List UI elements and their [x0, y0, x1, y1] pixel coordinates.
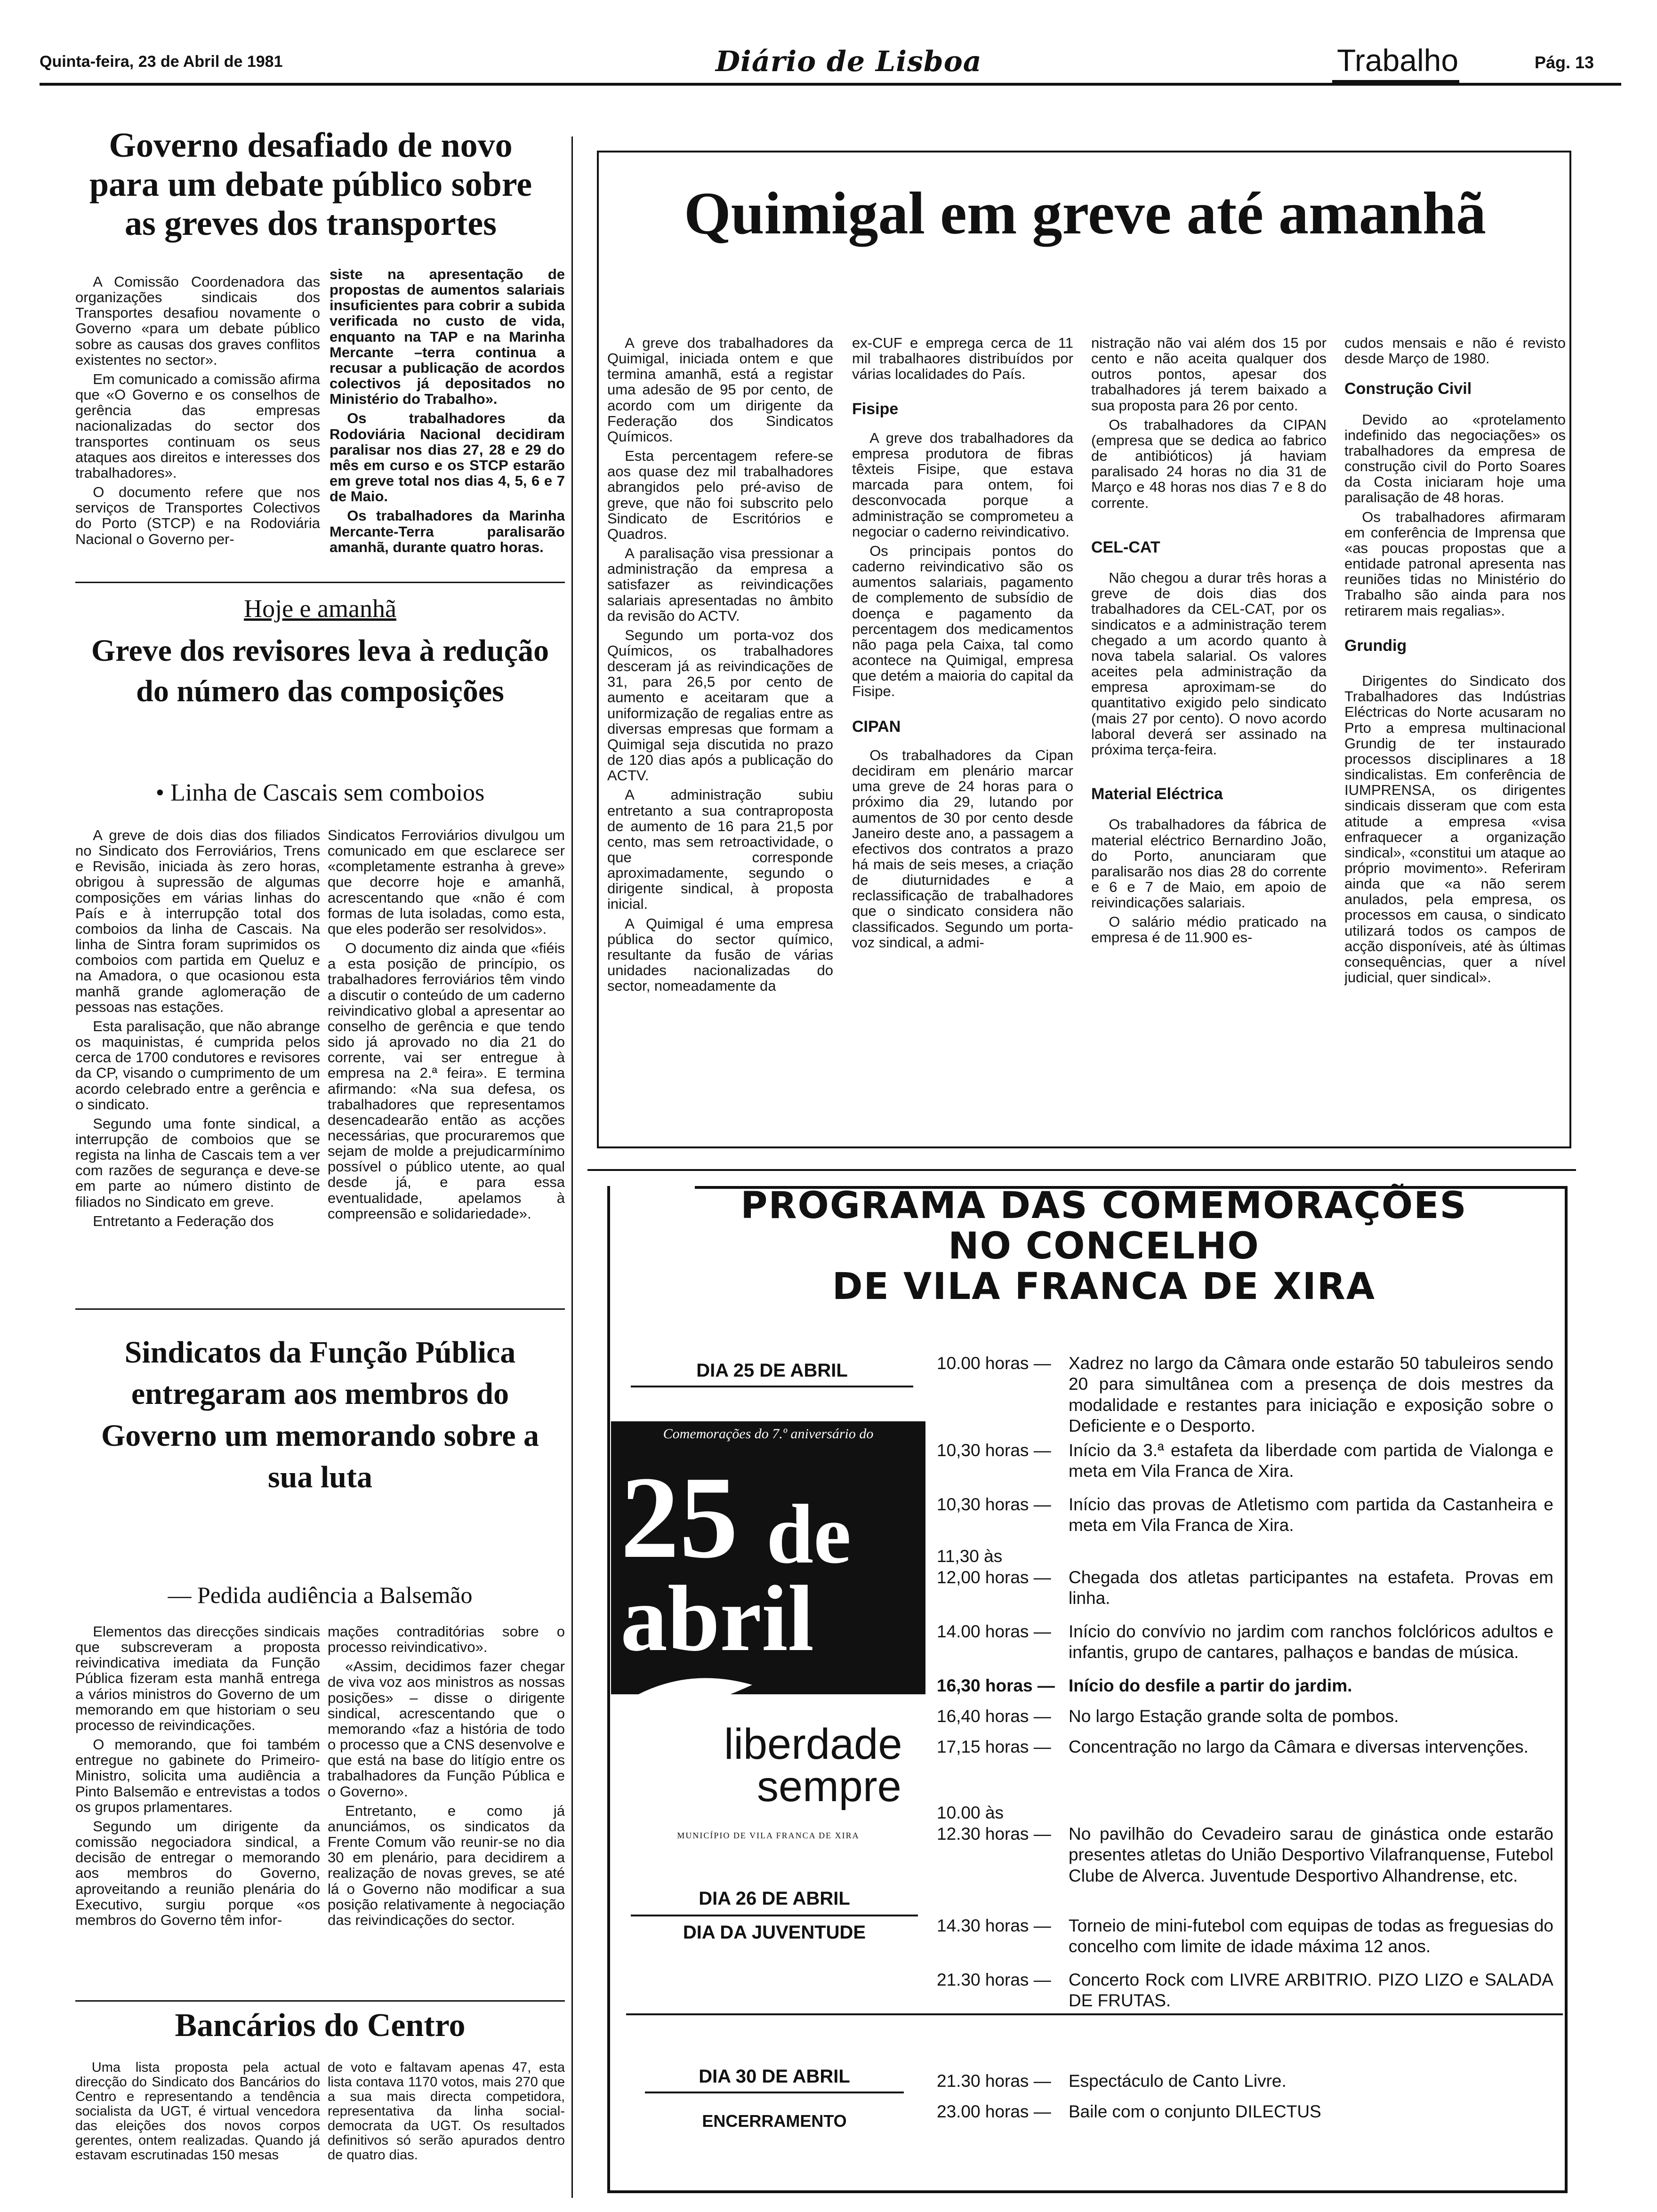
paragraph: Em comunicado a comissão afirma que «O Governo e os conselhos de gerência das empresas nacionalizadas do sector dos transportes continuam os seus ataques aos direitos e interesses dos trabalhadores». — [75, 370, 320, 481]
divider — [75, 2000, 565, 2002]
header-date: Quinta-feira, 23 de Abril de 1981 — [40, 53, 283, 71]
paragraph: Segundo um dirigente da comissão negociadora sindical, a decisão de entregar o memorando aos membros do Governo, aproveitando a reunião plenária do Executivo, surgiu porque «os membros do Governo têm infor- — [75, 1818, 320, 1928]
paragraph: Esta percentagem refere-se aos quase dez mil trabalhadores abrangidos pelo pré-aviso de greve, que não foi subscrito pelo Sindicato de Escritórios e Quadros. — [607, 448, 833, 542]
bancarios-col-1 — [75, 2060, 320, 2202]
paragraph: Sindicatos Ferroviários divulgou um comunicado em que esclarece ser «completamente estranha à greve» que decorre hoje e amanhã, acrescentando que «não é com formas de luta isoladas, como esta, que eles poderão ser resolvidos». — [328, 827, 565, 937]
subhead-construcao-civil: Construção Civil — [1344, 380, 1472, 398]
program-event-desc: No pavilhão do Cevadeiro sarau de ginástica onde estarão presentes atletas do União Desportivo Vilafranquense, Futebol Clube de Alverca. Juventude Desportivo Alhandrense, etc. — [1069, 1824, 1553, 1885]
quimigal-col-3 — [1091, 335, 1327, 1145]
poster-big-de: de — [766, 1487, 851, 1581]
program-event-desc: Início do convívio no jardim com ranchos folclóricos adultos e infantis, grupo de cantares, palhaços e bandas de música. — [1069, 1622, 1553, 1662]
paragraph: de voto e faltavam apenas 47, esta lista contava 1170 votos, mais 270 que a sua mais directa competidora, representativa da linha social-democrata da UGT. Os resultados definitivos só serão apurados dentro de quatro dias. — [328, 2060, 565, 2163]
paragraph: Os principais pontos do caderno reivindicativo são os aumentos salariais, pagamento de complemento de subsídio de doença e pagamento da percentagem dos medicamentos não paga pela Caixa, tal como acontece na Quimigal, empresa que detém a maioria do capital da Fisipe. — [852, 542, 1073, 700]
program-event-desc: No largo Estação grande solta de pombos. — [1069, 1707, 1399, 1726]
paragraph: Elementos das direcções sindicais que subscreveram a proposta reivindicativa imediata da Função Pública fizeram esta manhã entrega a vários ministros do Governo de um memorando em que historiam o seu processo de reivindicações. — [75, 1624, 320, 1733]
paragraph: Devido ao «protelamento indefinido das negociações» os trabalhadores da empresa de construção civil do Porto Soares da Costa iniciaram hoje uma paralisação de 48 horas. — [1344, 411, 1566, 506]
paragraph: Os trabalhadores afirmaram em conferência de Imprensa que «as poucas propostas que a entidade patronal apresenta nas reuniões tidas no Ministério do Trabalho são ainda para nos retirarem mais regalias». — [1344, 508, 1566, 619]
paragraph: Uma lista proposta pela actual direcção do Sindicato dos Bancários do Centro e representando a tendência socialista da UGT, é virtual vencedora das eleições dos novos corpos gerentes, ontem realizadas. Quando já estavam escrutinadas 150 mesas — [75, 2060, 320, 2163]
headline-bancarios: Bancários do Centro — [175, 2007, 466, 2044]
subtitle-revisores: • Linha de Cascais sem comboios — [155, 779, 485, 806]
paragraph: Segundo uma fonte sindical, a interrupção de comboios que se regista na linha de Cascais tem a ver com razões de segurança e deve-se em parte ao número distinto de filiados no Sindicato em greve. — [75, 1115, 320, 1210]
paragraph: A administração subiu entretanto a sua contraproposta de aumento de 16 para 21,5 por cento, mas sem retroactividade, o que corresponde aproximadamente, segundo o dirigente sindical, à proposta inicial. — [607, 786, 833, 913]
poster-banner-text: Comemorações do 7.º aniversário do — [663, 1426, 874, 1442]
subhead-grundig: Grundig — [1344, 636, 1407, 655]
poster-slogan-2: sempre — [757, 1763, 901, 1811]
program-event-time: 17,15 horas — — [937, 1737, 1051, 1756]
program-event-time: 16,40 horas — — [937, 1707, 1051, 1726]
headline-quimigal: Quimigal em greve até amanhã — [684, 180, 1487, 247]
program-event-desc: Xadrez no largo da Câmara onde estarão 50 tabuleiros sendo 20 para simultânea com a presença de dois mestres da modalidade e restantes para iniciação e exposição sobre o Deficiente e o Desporto. — [1069, 1354, 1553, 1436]
quimigal-col-1 — [607, 335, 833, 1145]
program-event-desc: Concentração no largo da Câmara e diversas intervenções. — [1069, 1737, 1528, 1756]
revisores-col-1 — [75, 827, 320, 1298]
paragraph: O salário médio praticado na empresa é de 11.900 es- — [1091, 914, 1327, 946]
program-event-time: 10,30 horas — — [937, 1441, 1051, 1460]
paragraph: O documento diz ainda que «fiéis a esta posição de princípio, os trabalhadores ferroviários têm vindo a discutir o conteúdo de um caderno reivindicativo global a apresentar ao conselho de gerência e que tendo sido já aprovado no dia 21 do corrente, vai ser entregue à empresa na 2.ª feira». E termina afirmando: «Na sua defesa, os trabalhadores que representamos desencadearão então as acções necessárias, que procuraremos que sejam de molde a prejudicarmínimo possível o público utente, ao qual desde já, e para essa eventualidade, apelamos à compreensão e solidariedade». — [328, 940, 565, 1222]
paragraph: mações contraditórias sobre o processo reivindicativo». — [328, 1624, 565, 1656]
day-rule — [631, 1386, 913, 1387]
kicker-revisores: Hoje e amanhã — [244, 594, 396, 623]
quimigal-col-2 — [852, 335, 1073, 1145]
paragraph: nistração não vai além dos 15 por cento e não aceita qualquer dos outros pontos, apesar dos trabalhadores já terem baixado a sua proposta para 26 por cento. — [1091, 335, 1327, 414]
program-event-time: 10.00 às — [937, 1803, 1004, 1822]
section-title: Trabalho — [1337, 43, 1459, 78]
paragraph: A paralisação visa pressionar a administração da empresa a satisfazer as reivindicações salariais apresentadas no âmbito da revisão do ACTV. — [607, 545, 833, 624]
paragraph: A greve dos trabalhadores da empresa produtora de fibras têxteis Fisipe, que estava marcada para ontem, foi desconvocada porque a administração se comprometeu a negociar o caderno reivindicativo. — [852, 429, 1073, 540]
bancarios-col-2 — [328, 2060, 565, 2202]
subhead-cipan: CIPAN — [852, 717, 901, 736]
program-event-time: 14.00 horas — — [937, 1622, 1051, 1641]
paragraph: A greve dos trabalhadores da Quimigal, iniciada ontem e que termina amanhã, está a registar uma adesão de 95 por cento, de acordo com um dirigente da Federação dos Sindicatos Químicos. — [607, 335, 833, 445]
paragraph: Os trabalhadores da Marinha Mercante-Terra paralisarão amanhã, durante quatro horas. — [330, 507, 565, 555]
poster-footer: MUNICÍPIO DE VILA FRANCA DE XIRA — [677, 1831, 860, 1840]
subhead-material-electrica: Material Eléctrica — [1091, 785, 1223, 803]
program-event-desc: Início do desfile a partir do jardim. — [1069, 1676, 1352, 1695]
paragraph: siste na apresentação de propostas de aumentos salariais insuficientes para cobrir a subida verificada no custo de vida, enquanto na TAP e na Marinha Mercante –terra continua a recusar a publicação de acordos colectivos já depositados no Ministério do Trabalho». — [330, 266, 565, 408]
program-event-time: 16,30 horas — — [937, 1676, 1055, 1695]
paragraph: Os trabalhadores da fábrica de material eléctrico Bernardino João, do Porto, anunciaram que paralisarão nos dias 28 do corrente e 6 e 7 de Maio, em apoio de reivindicações salariais. — [1091, 816, 1327, 911]
paragraph: Os trabalhadores da CIPAN (empresa que se dedica ao fabrico de antibióticos) já haviam paralisado 24 horas no dia 31 de Março e 48 horas nos dias 7 e 8 do corrente. — [1091, 416, 1327, 511]
program-event-desc: Concerto Rock com LIVRE ARBITRIO. PIZO LIZO e SALADA DE FRUTAS. — [1069, 1970, 1553, 2011]
paragraph: O memorando, que foi também entregue no gabinete do Primeiro-Ministro, solicita uma audiência a Pinto Balsemão e entrevistas a todos os grupos prlamentares. — [75, 1736, 320, 1815]
program-event-time: 11,30 às — [937, 1547, 1003, 1566]
day-label-25: DIA 25 DE ABRIL — [696, 1360, 848, 1381]
programa-title-line: DE VILA FRANCA DE XIRA — [832, 1265, 1376, 1308]
day-label-30: DIA 30 DE ABRIL — [699, 2066, 850, 2087]
section-underline — [1332, 80, 1459, 85]
paragraph: A Comissão Coordenadora das organizações sindicais dos Transportes desafiou novamente o Governo «para um debate público sobre as causas dos graves conflitos existentes no sector». — [75, 274, 320, 368]
paragraph: A Quimigal é uma empresa pública do sector químico, resultante da fusão de várias unidades nacionalizadas do sector, nomeadamente da — [607, 915, 833, 994]
divider — [75, 582, 565, 583]
paragraph: Dirigentes do Sindicato dos Trabalhadores das Indústrias Eléctricas do Norte acusaram no Prto a empresa multinacional Grundig de ter instaurado processos disciplinares a 18 sindicalistas. Em conferência de IUMPRENSA, os dirigentes sindicais disseram que com esta atitude a empresa «visa enfraquecer a organização sindical», «constitui um ataque ao próprio movimento». Referiram ainda que «a não serem anulados, pela empresa, os processos em causa, o sindicato utilizará todos os campos de acção disponíveis, até às últimas consequências, quer a nível judicial, quer sindical». — [1344, 673, 1566, 986]
paragraph: Segundo um porta-voz dos Químicos, os trabalhadores desceram já as reivindicações de 31, para 26,5 por cento de aumento e aceitaram que a uniformização de regalias entre as diversas empresas que formam a Quimigal seja discutida no prazo de 120 dias após a publicação do ACTV. — [607, 626, 833, 784]
program-event-time: 21.30 horas — — [937, 1970, 1051, 1989]
program-event-desc: Chegada dos atletas participantes na estafeta. Provas em linha. — [1069, 1568, 1553, 1608]
programa-title-line: NO CONCELHO — [948, 1225, 1260, 1267]
programa-title — [706, 1186, 1502, 1307]
governo-col-2 — [330, 266, 565, 580]
poster-big-number: 25 — [620, 1452, 738, 1583]
headline-revisores: Greve dos revisores leva à redução do número das composições — [91, 633, 549, 708]
day-label-encerramento: ENCERRAMENTO — [702, 2111, 847, 2131]
quimigal-col-4 — [1344, 335, 1566, 1145]
funcao-col-2 — [328, 1624, 565, 1996]
programa-top-rule — [587, 1169, 1576, 1171]
column-divider — [571, 136, 573, 2198]
subhead-fisipe: Fisipe — [852, 400, 899, 418]
program-event-desc: Início da 3.ª estafeta da liberdade com partida de Vialonga e meta em Vila Franca de Xira. — [1069, 1441, 1553, 1481]
paragraph: Os trabalhadores da Cipan decidiram em plenário marcar uma greve de 24 horas para o próximo dia 29, lutando por aumentos de 30 por cento desde Janeiro deste ano, a passagem a efectivos dos contratos a prazo há mais de seis meses, a criação de diuturnidades e a reclassificação de trabalhadores que o sindicato considera não classificados. Segundo um porta-voz sindical, a admi- — [852, 746, 1073, 951]
paragraph: cudos mensais e não é revisto desde Março de 1980. — [1344, 335, 1566, 367]
page-number: Pág. 13 — [1535, 53, 1594, 72]
poster-25-abril — [611, 1421, 925, 1901]
program-event-time: 12,00 horas — — [937, 1568, 1051, 1587]
paragraph: A greve de dois dias dos filiados no Sindicato dos Ferroviários, Trens e Revisão, iniciada às zero horas, obrigou à supressão de algumas composições em várias linhas do País e à interrupção total dos comboios da linha de Cascais. Na linha de Sintra foram suprimidos os comboios com partida em Queluz e na Amadora, o que ocasionou esta manhã grande aglomeração de pessoas nas estações. — [75, 827, 320, 1015]
paragraph: Entretanto a Federação dos — [93, 1212, 274, 1229]
program-event-time: 10,30 horas — — [937, 1495, 1051, 1514]
headline-governo: Governo desafiado de novo para um debate público sobre as greves dos transportes — [89, 126, 532, 243]
program-event-desc: Torneio de mini-futebol com equipas de todas as freguesias do concelho com limite de idade máxima 12 anos. — [1069, 1916, 1553, 1956]
paragraph: Os trabalhadores da Rodoviária Nacional decidiram paralisar nos dias 27, 28 e 29 do mês em curso e os STCP estarão em greve total nos dias 4, 5, 6 e 7 de Maio. — [330, 410, 565, 505]
program-event-time: 10.00 horas — — [937, 1354, 1051, 1373]
headline-funcao-publica: Sindicatos da Função Pública entregaram aos membros do Governo um memorando sobre a sua luta — [101, 1335, 539, 1495]
poster-slogan-1: liberdade — [724, 1720, 902, 1768]
programa-title-line: PROGRAMA DAS COMEMORAÇÕES — [740, 1185, 1467, 1227]
funcao-col-1 — [75, 1624, 320, 1996]
poster-big-abril: abril — [620, 1567, 814, 1671]
paragraph: Esta paralisação, que não abrange os maquinistas, é cumprida pelos cerca de 1700 condutores e revisores da CP, visando o cumprimento de um acordo celebrado entre a gerência e o sindicato. — [75, 1018, 320, 1113]
program-event-desc: Baile com o conjunto DILECTUS — [1069, 2102, 1321, 2121]
program-event-desc: Espectáculo de Canto Livre. — [1069, 2071, 1287, 2091]
revisores-col-2 — [328, 827, 565, 1298]
day-label-26: DIA 26 DE ABRIL — [699, 1888, 850, 1909]
paragraph: Não chegou a durar três horas a greve de dois dias dos trabalhadores da CEL-CAT, por os sindicatos e a administração terem chegado a um acordo quanto à nova tabela salarial. Os valores aceites pela administração da empresa aproximam-se do quantitativo exigido pelo sindicato (mais 27 por cento). O novo acordo laboral deverá ser assinado na próxima terça-feira. — [1091, 569, 1327, 758]
subtitle-funcao-publica: — Pedida audiência a Balsemão — [168, 1582, 473, 1608]
subhead-celcat: CEL-CAT — [1091, 538, 1160, 556]
paragraph: O documento refere que nos serviços de Transportes Colectivos do Porto (STCP) e na Rodoviária Nacional o Governo per- — [75, 484, 320, 547]
paragraph: ex-CUF e emprega cerca de 11 mil trabalhaores distribuídos por várias localidades do País. — [852, 335, 1073, 383]
program-event-time: 21.30 horas — — [937, 2071, 1051, 2091]
box-notch — [610, 1183, 695, 1190]
section-rule — [626, 2013, 1563, 2015]
program-event-time: 23.00 horas — — [937, 2102, 1051, 2121]
day-rule — [631, 1915, 918, 1916]
divider — [75, 1308, 565, 1310]
program-event-time: 14.30 horas — — [937, 1916, 1051, 1935]
paragraph: «Assim, decidimos fazer chegar de viva voz aos ministros as nossas posições» – disse o dirigente sindical, acrescentando que o memorando «faz a história de todo o processo que a CNS desenvolve e que está na base do litígio entre os trabalhadores da Função Pública e o Governo». — [328, 1658, 565, 1800]
day-rule — [645, 2092, 904, 2093]
paragraph: Entretanto, e como já anunciámos, os sindicatos da Frente Comum vão reunir-se no dia 30 em plenário, para decidirem a realização de novas greves, se até lá o Governo não modificar a sua posição relativamente à negociação das reivindicações do sector. — [328, 1802, 565, 1928]
day-label-juventude: DIA DA JUVENTUDE — [683, 1922, 866, 1943]
program-event-time: 12.30 horas — — [937, 1824, 1051, 1843]
masthead-logo: Diário de Lisboa — [716, 45, 982, 78]
program-event-desc: Início das provas de Atletismo com partida da Castanheira e meta em Vila Franca de Xira. — [1069, 1495, 1553, 1535]
governo-col-1 — [75, 274, 320, 580]
